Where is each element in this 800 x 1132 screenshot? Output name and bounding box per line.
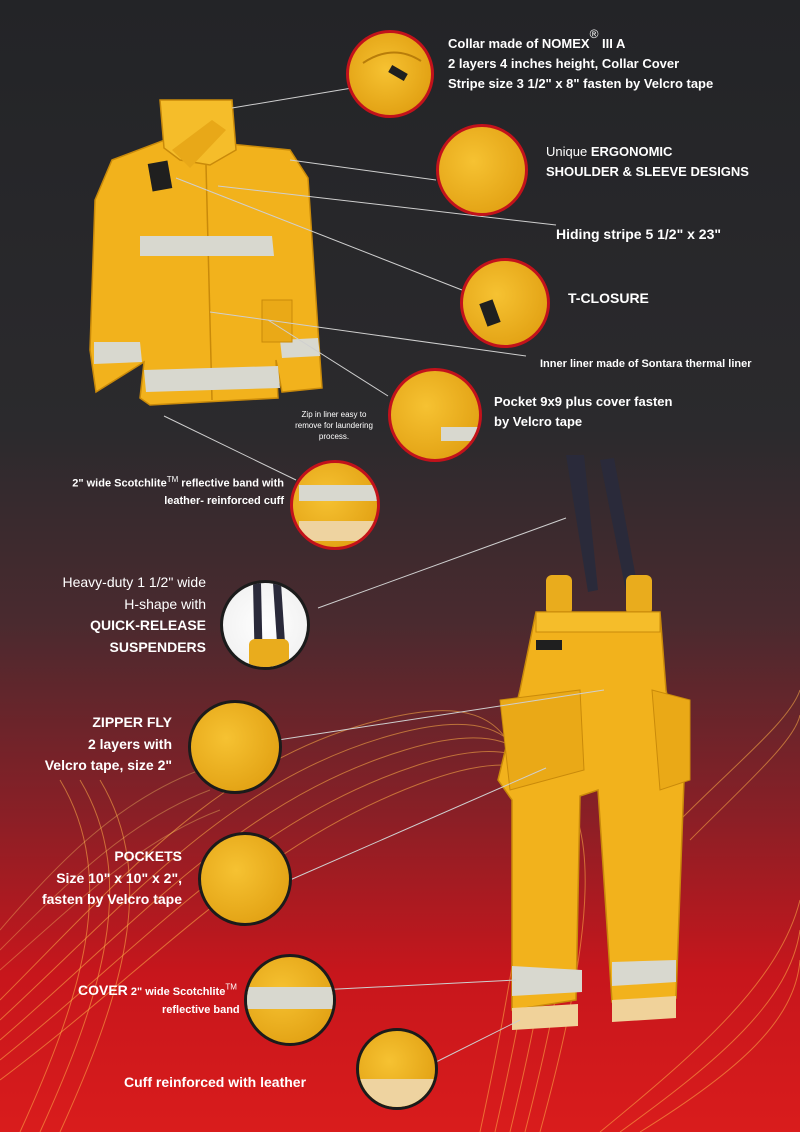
zipper-fly-line-2: 2 layers with (87, 735, 172, 752)
zip-liner-line-3: process. (318, 431, 350, 441)
pockets-line-2: Size 10" x 10" x 2", (56, 869, 182, 886)
trademark-mark: TM (166, 475, 179, 484)
collar-line-1 (448, 27, 788, 54)
scotchlite-cuff-text-a: 2" wide Scotchlite (72, 477, 167, 490)
pocket-callout (494, 392, 754, 432)
collar-material: NOMEX (541, 36, 590, 51)
zipper-fly-line-3: Velcro tape, size 2" (44, 757, 172, 774)
pockets-detail-circle (198, 832, 292, 926)
registered-mark: ® (589, 27, 599, 41)
shoulder-line-1 (546, 142, 796, 162)
cover-scotchlite-text: 2" wide Scotchlite (127, 986, 226, 998)
hiding-stripe-callout: Hiding stripe 5 1/2" x 23" (556, 226, 721, 242)
inner-liner-callout: Inner liner made of Sontara thermal liner (540, 358, 752, 370)
cover-line-2: reflective band (162, 1003, 240, 1016)
collar-line-2: 2 layers 4 inches height, Collar Cover (448, 56, 680, 72)
zipper-fly-callout (10, 712, 172, 777)
suspenders-line-3: QUICK-RELEASE (90, 617, 206, 634)
suspenders-callout (20, 572, 206, 659)
collar-suffix: III A (598, 36, 626, 51)
suspenders-line-4: SUSPENDERS (109, 639, 206, 656)
cuff-leather-detail-circle (356, 1028, 438, 1110)
pocket-detail-circle (388, 368, 482, 462)
scotchlite-cuff-text-b: reflective band with (178, 477, 284, 490)
cuff-detail-circle (290, 460, 380, 550)
scotchlite-cuff-line-2: leather- reinforced cuff (164, 494, 284, 507)
shoulder-ergonomic: ERGONOMIC (590, 144, 673, 159)
shoulder-prefix: Unique (546, 144, 591, 159)
t-closure-detail-circle (460, 258, 550, 348)
zip-liner-line-2: remove for laundering (295, 420, 373, 430)
shoulder-callout (546, 142, 796, 182)
pocket-line-2: by Velcro tape (494, 414, 583, 430)
zipper-fly-line-1: ZIPPER FLY (92, 714, 172, 730)
collar-prefix: Collar made of (448, 36, 542, 51)
shoulder-line-2: SHOULDER & SLEEVE DESIGNS (546, 164, 749, 180)
t-closure-callout: T-CLOSURE (568, 290, 649, 306)
cover-label: COVER (78, 982, 128, 998)
cover-callout (78, 980, 258, 1019)
cover-trademark-mark: TM (225, 982, 237, 992)
pockets-line-1: POCKETS (114, 848, 182, 864)
zip-liner-line-1: Zip in liner easy to (301, 410, 367, 419)
collar-detail-circle (346, 30, 434, 118)
suspenders-detail-circle (220, 580, 310, 670)
pocket-line-1: Pocket 9x9 plus cover fasten (494, 394, 673, 409)
pockets-callout (4, 846, 182, 911)
zipper-fly-detail-circle (188, 700, 282, 794)
collar-line-3: Stripe size 3 1/2" x 8" fasten by Velcro tape (448, 76, 714, 92)
scotchlite-cuff-line-1 (40, 474, 284, 493)
pockets-line-3: fasten by Velcro tape (41, 891, 182, 908)
cuff-leather-callout: Cuff reinforced with leather (124, 1074, 307, 1090)
collar-callout (448, 27, 788, 94)
cover-line-1 (78, 980, 258, 1002)
scotchlite-cuff-callout (40, 474, 284, 510)
suspenders-line-2: H-shape with (124, 595, 206, 612)
suspenders-line-1: Heavy-duty 1 1/2" wide (62, 574, 206, 590)
zip-liner-note (284, 410, 384, 442)
shoulder-detail-circle (436, 124, 528, 216)
